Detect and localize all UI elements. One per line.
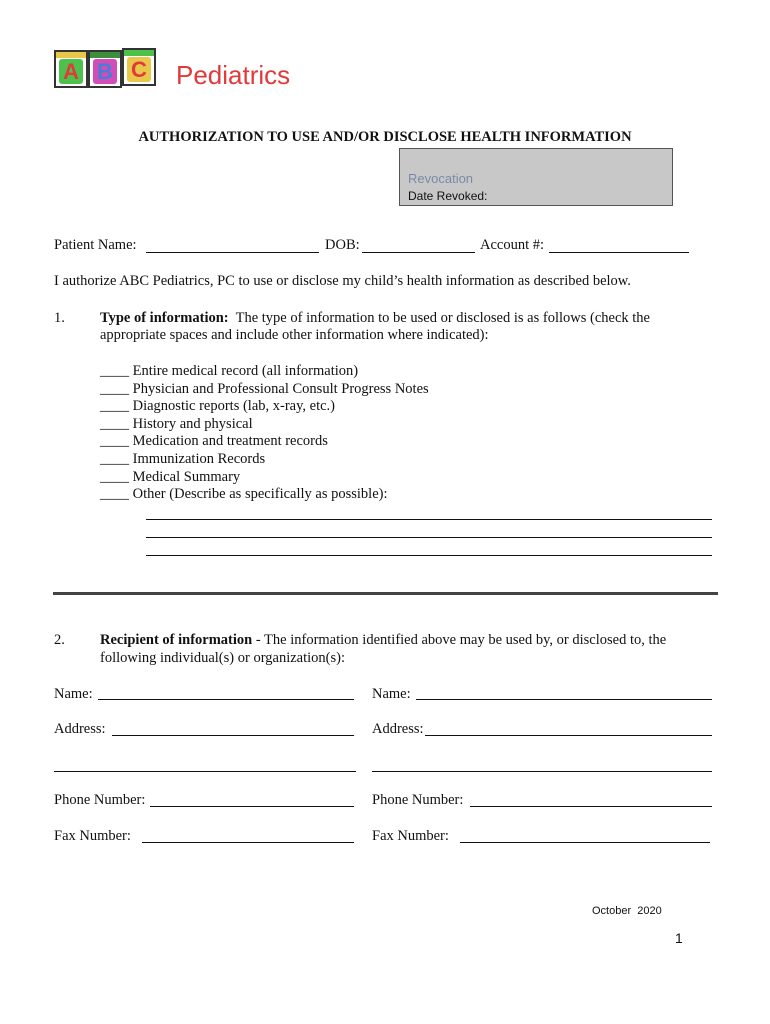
revocation-title: Revocation — [408, 171, 474, 186]
recipient-1-address-field-2[interactable] — [54, 771, 356, 772]
patient-name-field[interactable] — [146, 252, 319, 253]
revocation-box — [399, 148, 673, 206]
logo-block-b — [88, 50, 122, 88]
document-title: AUTHORIZATION TO USE AND/OR DISCLOSE HEALTH INFORMATION — [138, 129, 632, 145]
section-divider — [53, 592, 718, 595]
recipient-2-fax-field[interactable] — [460, 842, 710, 843]
recipient-2-address-field[interactable] — [425, 735, 712, 736]
page-number: 1 — [675, 930, 683, 946]
patient-name-label: Patient Name: — [54, 237, 137, 253]
checklist-item-diagnostic-reports[interactable]: ____ Diagnostic reports (lab, x-ray, etc.) — [100, 398, 336, 415]
section-2-heading — [100, 632, 666, 649]
authorization-statement: I authorize ABC Pediatrics, PC to use or disclose my child’s health information as described below. — [54, 273, 631, 289]
section-1-text-line2: appropriate spaces and include other information where indicated): — [100, 327, 489, 343]
recipient-2-name-label: Name: — [372, 686, 411, 702]
recipient-2-name-field[interactable] — [416, 699, 712, 700]
recipient-1-fax-label: Fax Number: — [54, 828, 131, 844]
recipient-1-phone-label: Phone Number: — [54, 792, 146, 808]
revision-date: October 2020 — [592, 905, 662, 917]
recipient-1-name-label: Name: — [54, 686, 93, 702]
account-field[interactable] — [549, 252, 689, 253]
checklist-item-progress-notes[interactable]: ____ Physician and Professional Consult Progress Notes — [100, 380, 429, 397]
logo-letter-b: B — [93, 59, 117, 84]
dob-field[interactable] — [362, 252, 475, 253]
logo-block-c — [122, 48, 156, 86]
account-label: Account #: — [480, 237, 545, 253]
date-revoked-label: Date Revoked: — [408, 189, 488, 203]
section-1-number: 1. — [54, 310, 65, 326]
section-2-text-line2: following individual(s) or organization(s): — [100, 650, 345, 666]
recipient-1-address-label: Address: — [54, 721, 106, 737]
checklist-item-other[interactable]: ____ Other (Describe as specifically as possible): — [100, 486, 388, 503]
other-description-line-1[interactable] — [146, 519, 712, 520]
recipient-2-phone-field[interactable] — [470, 806, 712, 807]
checklist-item-entire-record[interactable]: ____ Entire medical record (all information) — [100, 363, 359, 379]
recipient-1-address-field[interactable] — [112, 735, 354, 736]
section-1-text-line1: The type of information to be used or disclosed is as follows (check the — [228, 310, 650, 326]
logo-letter-a: A — [59, 59, 83, 84]
other-description-line-3[interactable] — [146, 555, 712, 556]
recipient-1-name-field[interactable] — [98, 699, 354, 700]
info-type-checklist — [100, 363, 429, 504]
logo-letter-c: C — [127, 57, 151, 82]
other-description-line-2[interactable] — [146, 537, 712, 538]
recipient-2-fax-label: Fax Number: — [372, 828, 449, 844]
section-2-text-line1: - The information identified above may be used by, or disclosed to, the — [252, 632, 667, 648]
checklist-item-history-physical[interactable]: ____ History and physical — [100, 415, 253, 432]
recipient-2-address-label: Address: — [372, 721, 424, 737]
section-2-number: 2. — [54, 632, 65, 648]
section-1-title: Type of information: — [100, 310, 229, 326]
checklist-item-immunization[interactable]: ____ Immunization Records — [100, 450, 266, 467]
dob-label: DOB: — [325, 237, 360, 253]
recipient-1-fax-field[interactable] — [142, 842, 354, 843]
checklist-item-medication-records[interactable]: ____ Medication and treatment records — [100, 433, 328, 450]
logo-name: Pediatrics — [176, 60, 291, 90]
recipient-2-phone-label: Phone Number: — [372, 792, 464, 808]
recipient-1-phone-field[interactable] — [150, 806, 354, 807]
section-2-title: Recipient of information — [100, 632, 253, 648]
recipient-2-address-field-2[interactable] — [372, 771, 712, 772]
section-1-heading — [100, 310, 650, 327]
checklist-item-medical-summary[interactable]: ____ Medical Summary — [100, 468, 241, 485]
logo-block-a — [54, 50, 88, 88]
